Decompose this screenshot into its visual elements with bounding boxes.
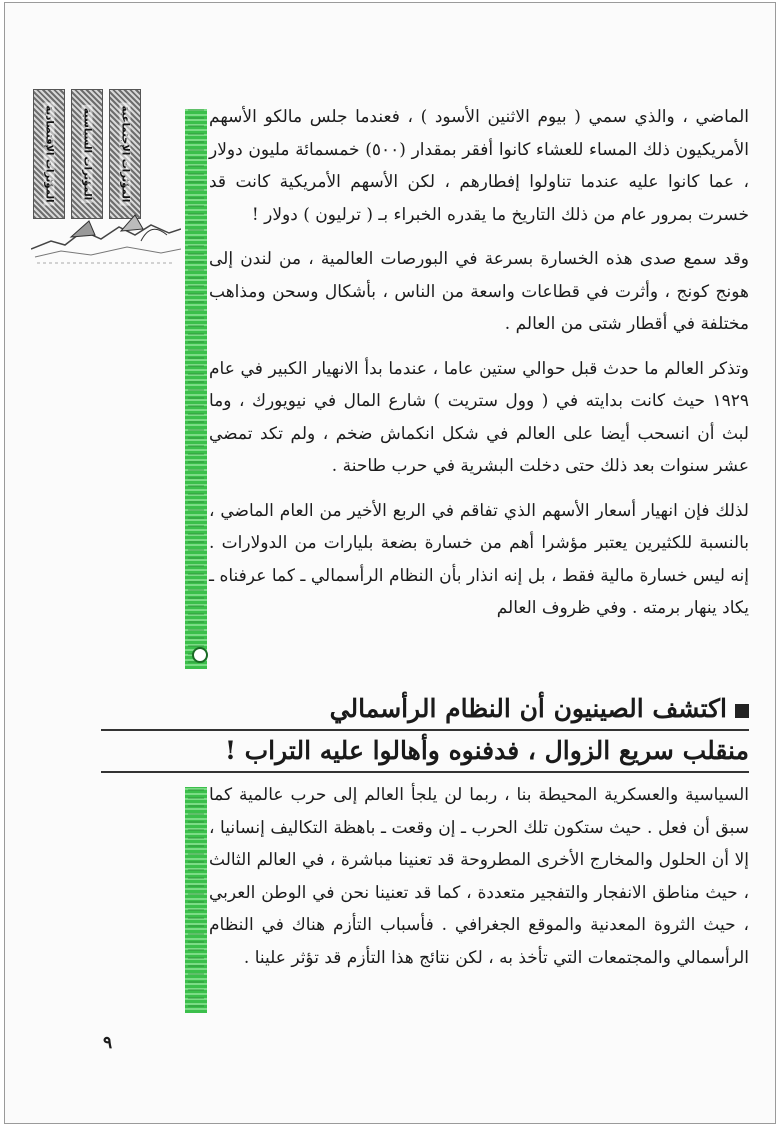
paragraph: الماضي ، والذي سمي ( بيوم الاثنين الأسود ) ، فعندما جلس مالكو الأسهم الأمريكيون ذلك المساء للعشاء كانوا أفقر بمقدار (٥٠٠) خمسمائة مليون دولار ، عما كانوا عليه عندما تناولوا إفطارهم ، لكن الأسهم الأمريكية كانت قد خسرت بمرور عام من ذلك التاريخ ما يقدره الخبراء بـ ( ترليون ) دولار ! [209, 107, 749, 225]
emblem-label-3: المؤثرات الإجتماعية [120, 103, 131, 206]
section-headline [101, 689, 749, 773]
rubble-illustration-icon [31, 201, 181, 267]
page [4, 2, 776, 1124]
article-body-bottom [209, 779, 749, 986]
green-stripe-bottom-texture [188, 787, 204, 1013]
roundel-icon [192, 647, 208, 663]
paragraph: السياسية والعسكرية المحيطة بنا ، ربما لن يلجأ العالم إلى حرب عالمية كما سبق أن فعل . حيث ستكون تلك الحرب ـ إن وقعت ـ باهظة التكاليف إنسانيا ، إلا أن الحلول والمخارج الأخرى المطروحة قد تعنينا مباشرة ، في العالم الثالث ، حيث مناطق الانفجار والتفجير متعددة ، كما قد تعنينا نحن في الوطن العربي ، حيث الثروة المعدنية والموقع الجغرافي . فأسباب التأزم هناك في النظام الرأسمالي والمجتمعات التي تأخذ به ، لكن نتائج هذا التأزم قد تؤثر علينا . [209, 785, 749, 968]
paragraph: لذلك فإن انهيار أسعار الأسهم الذي تفاقم في الربع الأخير من العام الماضي ، بالنسبة للكثيرين يعتبر مؤشرا أهم من خسارة بضعة بليارات من الدولارات . إنه ليس خسارة مالية فقط ، بل إنه انذار بأن النظام الرأسمالي ـ كما عرفناه ـ يكاد ينهار برمته . وفي ظروف العالم [209, 500, 749, 618]
paragraph: وتذكر العالم ما حدث قبل حوالي ستين عاما ، عندما بدأ الانهيار الكبير في عام ١٩٢٩ حيث كانت بدايته في ( وول ستريت ) شارع المال في نيويورك ، وما لبث أن انسحب أيضا على العالم في شكل انكماش ضخم ، ولم تكد تمضي عشر سنوات بعد ذلك حتى دخلت البشرية في حرب طاحنة . [209, 358, 749, 476]
emblem-bar-2 [71, 89, 103, 219]
green-stripe-top-texture [188, 109, 204, 669]
bullet-square-icon [735, 704, 749, 718]
emblem-bar-3 [109, 89, 141, 219]
headline-text-1: اكتشف الصينيون أن النظام الرأسمالي [329, 694, 727, 723]
emblem-label-1: المؤثرات الإقتصادية [44, 102, 55, 205]
section-emblem [31, 89, 181, 267]
page-number: ٩ [103, 1033, 113, 1053]
emblem-label-2: المؤثرات السياسية [82, 105, 93, 203]
paragraph: وقد سمع صدى هذه الخسارة بسرعة في البورصات العالمية ، من لندن إلى هونج كونج ، وأثرت في قطاعات واسعة من الناس ، بأشكال وسحن ومذاهب مختلفة في أقطار شتى من العالم . [209, 249, 749, 334]
headline-line-1 [101, 689, 749, 731]
article-body-top [209, 101, 749, 637]
emblem-bar-1 [33, 89, 65, 219]
headline-line-2: منقلب سريع الزوال ، فدفنوه وأهالوا عليه التراب ! [101, 731, 749, 773]
